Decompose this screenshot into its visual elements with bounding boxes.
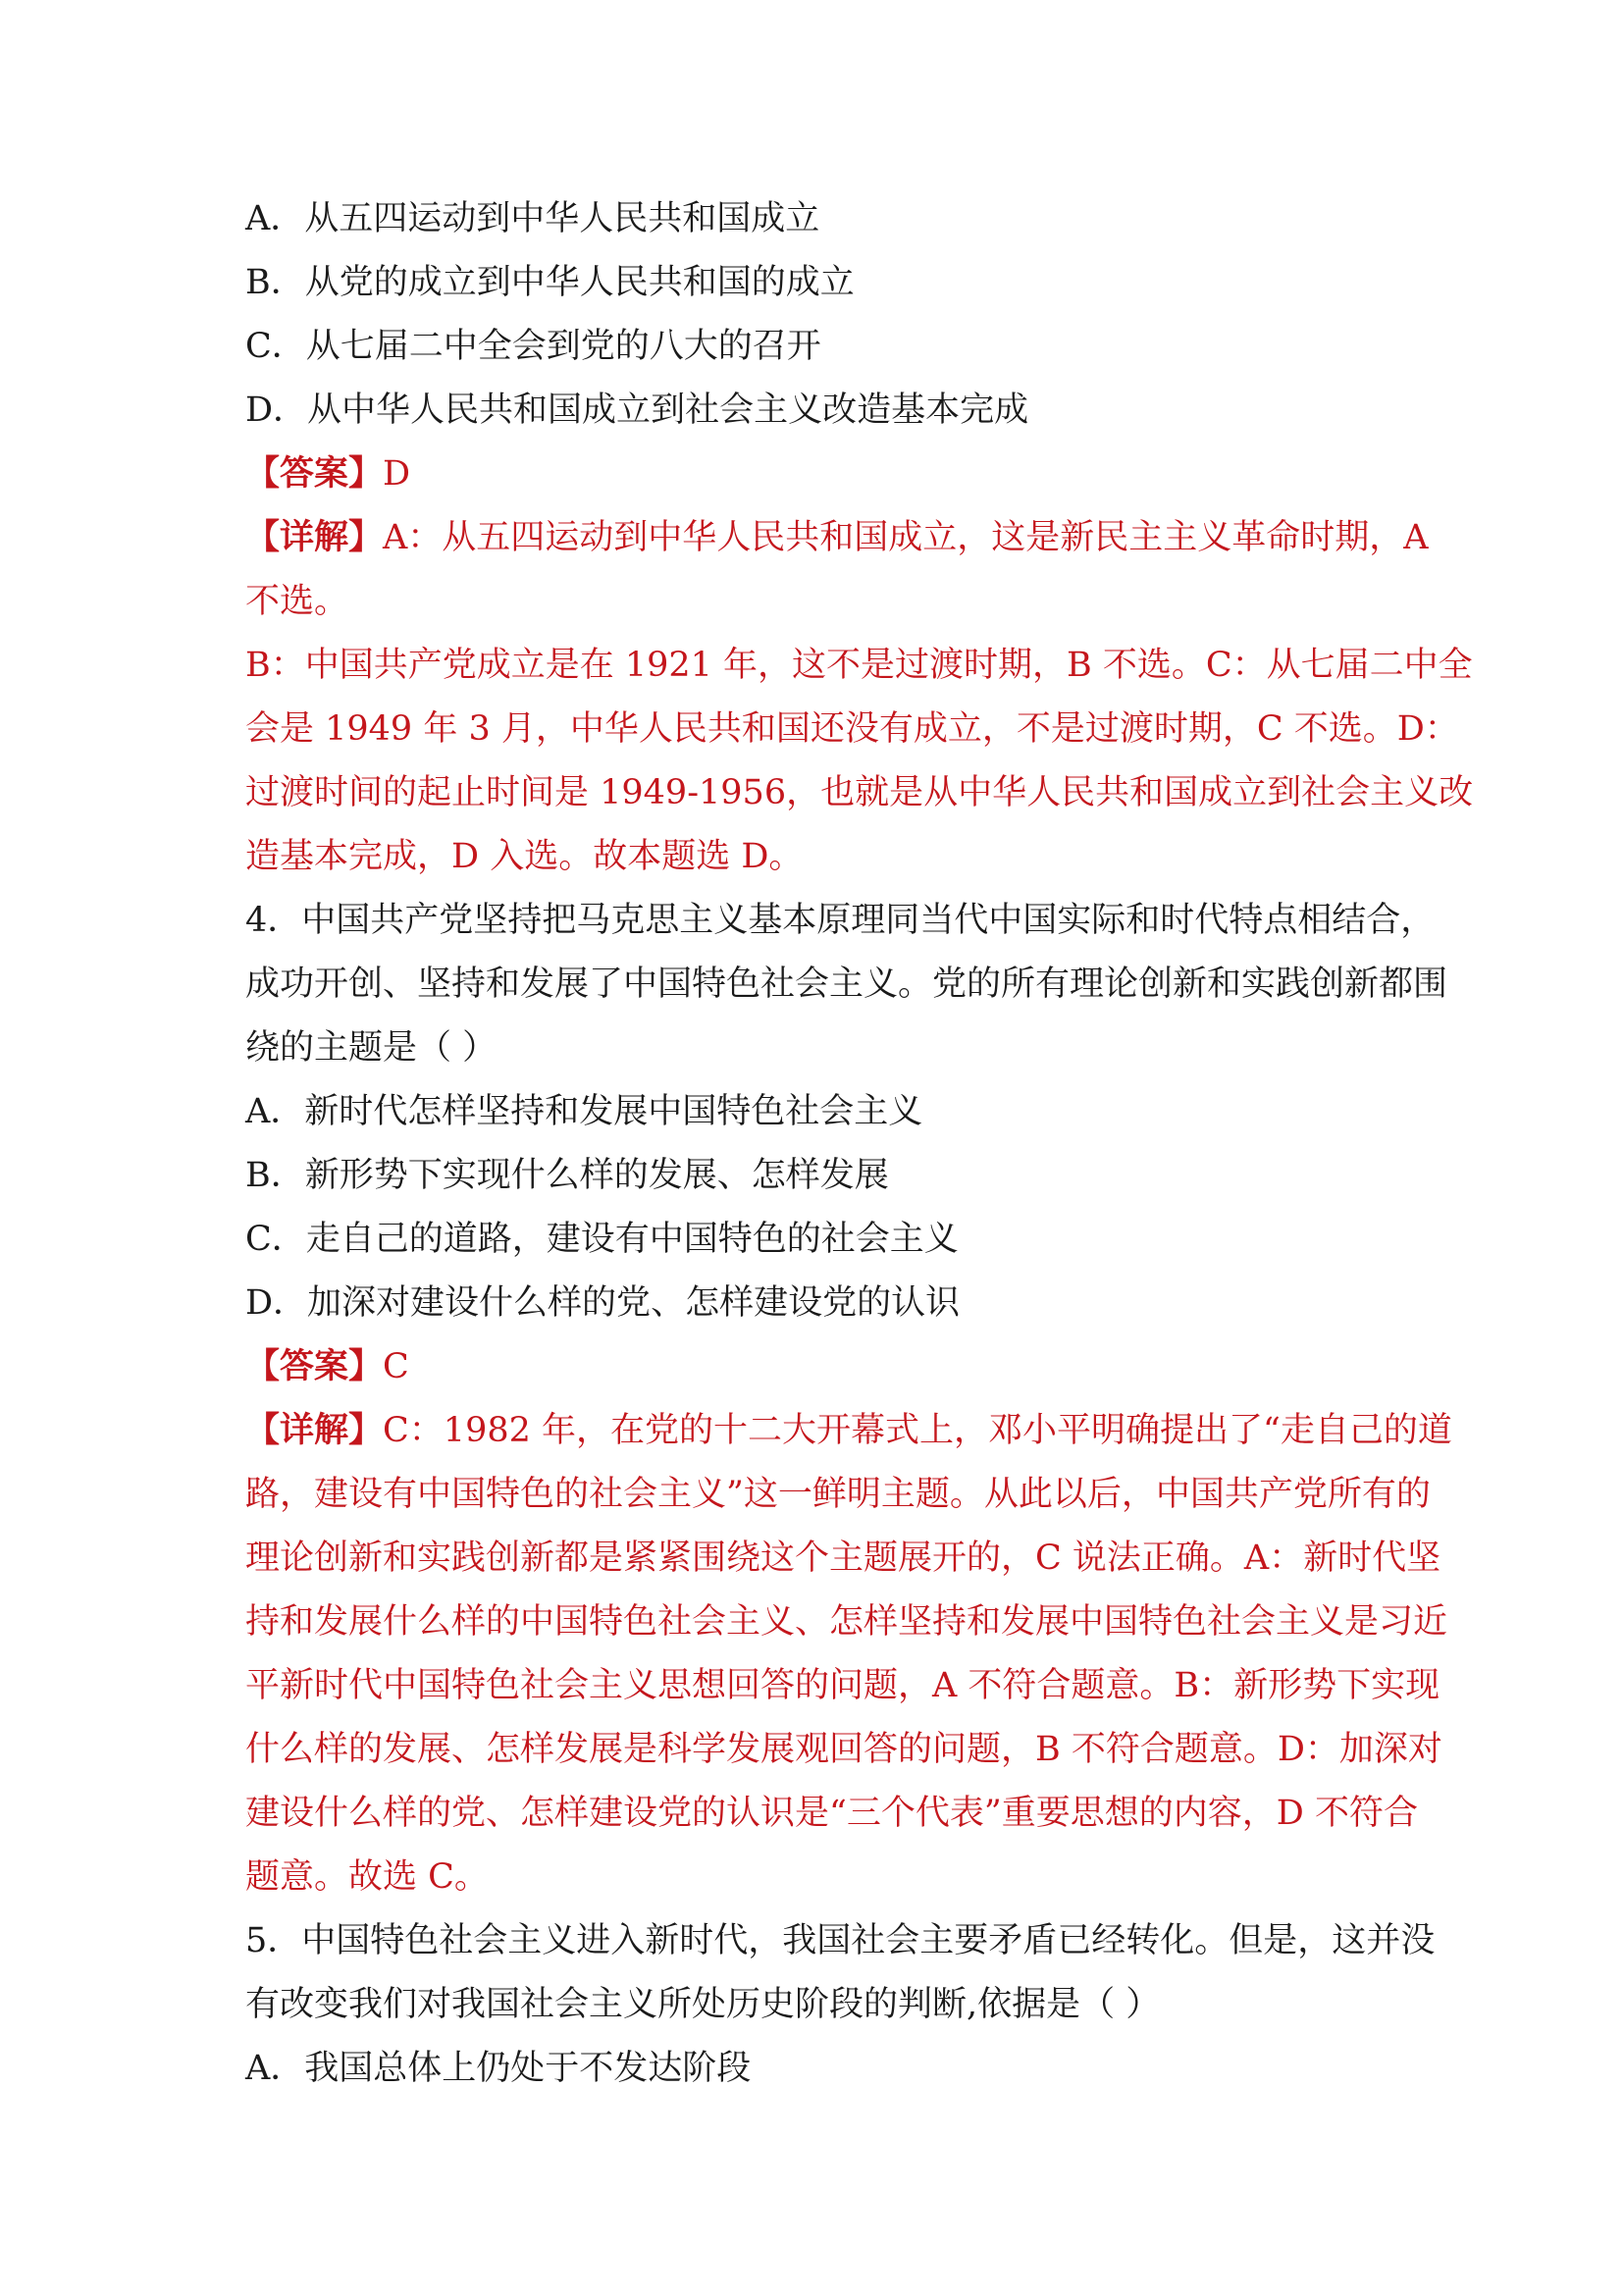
q3-detail-line: 过渡时间的起止时间是 1949-1956，也就是从中华人民共和国成立到社会主义改 [245, 773, 1474, 812]
q3-detail-text: A：从五四运动到中华人民共和国成立，这是新民主主义革命时期，A [383, 518, 1429, 557]
q4-detail-line: 平新时代中国特色社会主义思想回答的问题，A 不符合题意。B：新形势下实现 [245, 1666, 1440, 1705]
q3-option-b: B．从党的成立到中华人民共和国的成立 [245, 263, 855, 302]
q3-answer [245, 451, 410, 496]
q4-detail-line: 理论创新和实践创新都是紧紧围绕这个主题展开的，C 说法正确。A：新时代坚 [245, 1539, 1441, 1578]
q4-detail-line: 路，建设有中国特色的社会主义”这一鲜明主题。从此以后，中国共产党所有的 [245, 1475, 1431, 1514]
q3-option-d: D．从中华人民共和国成立到社会主义改造基本完成 [245, 391, 1029, 430]
q4-stem-line: 成功开创、坚持和发展了中国特色社会主义。党的所有理论创新和实践创新都围 [245, 965, 1448, 1004]
q4-stem-line: 绕的主题是（ ） [245, 1028, 497, 1068]
q4-option-c: C．走自己的道路，建设有中国特色的社会主义 [245, 1220, 959, 1259]
q3-detail-line [245, 515, 1429, 560]
q3-option-c: C．从七届二中全会到党的八大的召开 [245, 327, 821, 366]
q4-option-d: D．加深对建设什么样的党、怎样建设党的认识 [245, 1283, 961, 1323]
q4-option-a: A．新时代怎样坚持和发展中国特色社会主义 [245, 1092, 923, 1131]
q5-stem-line: 5．中国特色社会主义进入新时代，我国社会主要矛盾已经转化。但是，这并没 [245, 1921, 1436, 1960]
q3-detail-line: 不选。 [245, 582, 349, 621]
q4-detail-text: C：1982 年，在党的十二大开幕式上，邓小平明确提出了“走自己的道 [383, 1411, 1452, 1450]
q3-option-a: A．从五四运动到中华人民共和国成立 [245, 199, 820, 238]
q5-stem-line: 有改变我们对我国社会主义所处历史阶段的判断,依据是（ ） [245, 1985, 1161, 2024]
q4-detail-line: 什么样的发展、怎样发展是科学发展观回答的问题，B 不符合题意。D：加深对 [245, 1730, 1442, 1769]
q4-detail-line: 持和发展什么样的中国特色社会主义、怎样坚持和发展中国特色社会主义是习近 [245, 1602, 1448, 1642]
q3-detail-line: 会是 1949 年 3 月，中华人民共和国还没有成立，不是过渡时期，C 不选。D： [245, 709, 1459, 749]
q4-answer-label: 【答案】 [245, 1346, 384, 1386]
q4-detail-line [245, 1408, 1452, 1453]
q4-detail-line: 题意。故选 C。 [245, 1857, 489, 1897]
q3-answer-value: D [383, 454, 411, 494]
q4-answer-value: C [383, 1347, 409, 1386]
q3-detail-line: B：中国共产党成立是在 1921 年，这不是过渡时期，B 不选。C：从七届二中全 [245, 646, 1473, 685]
q4-stem-line: 4．中国共产党坚持把马克思主义基本原理同当代中国实际和时代特点相结合， [245, 901, 1436, 940]
q3-detail-line: 造基本完成，D 入选。故本题选 D。 [245, 837, 804, 876]
q4-answer [245, 1344, 409, 1389]
q3-detail-label: 【详解】 [245, 517, 384, 557]
q5-option-a: A．我国总体上仍处于不发达阶段 [245, 2049, 752, 2088]
q4-detail-label: 【详解】 [245, 1410, 384, 1450]
q4-option-b: B．新形势下实现什么样的发展、怎样发展 [245, 1156, 889, 1195]
q3-answer-label: 【答案】 [245, 453, 384, 494]
q4-detail-line: 建设什么样的党、怎样建设党的认识是“三个代表”重要思想的内容，D 不符合 [245, 1794, 1418, 1833]
